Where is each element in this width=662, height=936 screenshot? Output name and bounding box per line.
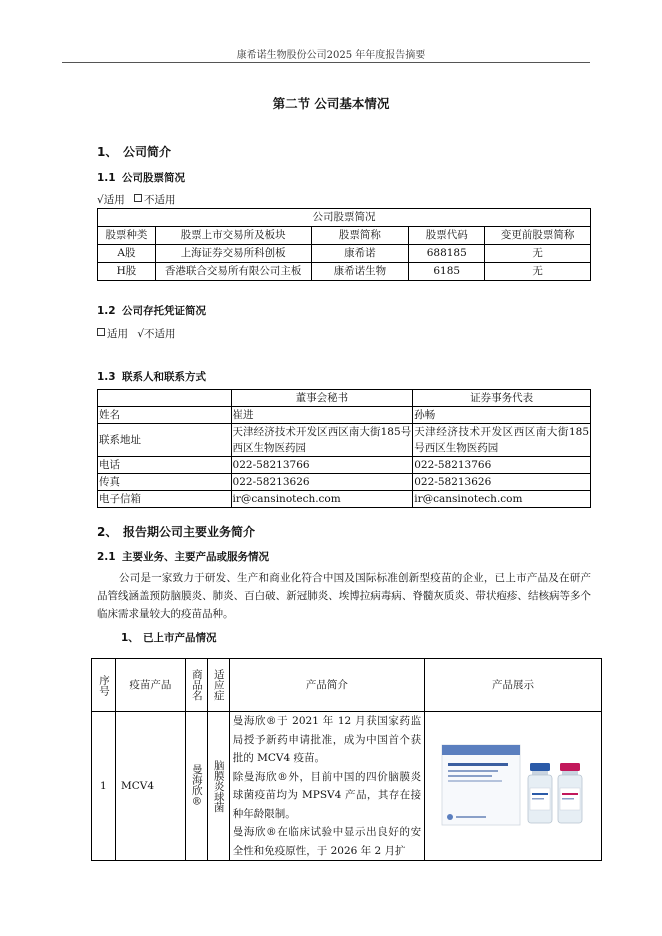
- vial-label-line: [532, 793, 548, 795]
- table-cell: 天津经济技术开发区西区南大街185号西区生物医药园: [413, 424, 591, 457]
- row-label: 电话: [98, 457, 232, 474]
- column-header: 董事会秘书: [231, 390, 413, 407]
- column-header-display: 产品展示: [425, 659, 602, 712]
- contacts-table: [97, 389, 591, 508]
- heading-marketed-products: [121, 630, 217, 645]
- column-header: 变更前股票简称: [485, 227, 591, 245]
- vial-label-line: [532, 798, 544, 800]
- heading-number: 2.1: [97, 551, 116, 563]
- box-label-line: [448, 780, 502, 782]
- applicable: 适用: [107, 328, 128, 340]
- vial-cap-magenta: [560, 763, 580, 771]
- vial-neck: [532, 771, 548, 775]
- table-cell: 天津经济技术开发区西区南大街185号西区生物医药园: [231, 424, 413, 457]
- vaccine-box: [442, 745, 520, 825]
- column-header-seq: 序号: [92, 659, 116, 712]
- table-row: [98, 474, 591, 491]
- heading-number: 1.2: [97, 305, 116, 317]
- table-cell: 1: [92, 712, 116, 861]
- column-header: 股票简称: [311, 227, 409, 245]
- heading-stock-overview: [97, 170, 185, 185]
- table-cell: [425, 712, 602, 861]
- heading-text: 公司简介: [123, 145, 172, 159]
- heading-main-business: [97, 549, 269, 564]
- applicable-checked: √适用: [97, 194, 125, 206]
- row-label: 联系地址: [98, 424, 232, 457]
- table-cell: 康希诺生物: [311, 263, 409, 281]
- box-label-line: [448, 775, 492, 777]
- header-divider: [62, 62, 590, 63]
- heading-text: 主要业务、主要产品或服务情况: [122, 551, 269, 563]
- heading-number: 1、: [97, 145, 118, 159]
- table-cell: 无: [485, 245, 591, 263]
- table-cell: A股: [98, 245, 156, 263]
- empty-header-cell: [98, 390, 232, 407]
- table-cell: ir@cansinotech.com: [413, 491, 591, 508]
- vial-label-line: [562, 798, 574, 800]
- stock-overview-table: [97, 208, 591, 281]
- column-header-vaccine: 疫苗产品: [115, 659, 185, 712]
- applicability-row: [97, 192, 176, 207]
- box-label-line: [448, 763, 508, 766]
- box-label-line: [456, 816, 486, 818]
- heading-text: 报告期公司主要业务简介: [123, 525, 256, 539]
- row-label: 姓名: [98, 407, 232, 424]
- table-row: [98, 424, 591, 457]
- heading-text: 公司存托凭证简况: [122, 305, 206, 317]
- table-cell: 688185: [409, 245, 485, 263]
- table-cell: MCV4: [115, 712, 185, 861]
- intro-line: 曼海欣®于 2021 年 12 月获国家药监局授予新药申请批准，成为中国首个获批的 MCV4 疫苗。: [232, 715, 422, 764]
- not-applicable-checked: √不适用: [137, 328, 176, 340]
- column-header: 股票上市交易所及板块: [155, 227, 311, 245]
- table-cell: 脑膜炎球菌: [207, 712, 229, 861]
- table-row: [98, 263, 591, 281]
- intro-line: 除曼海欣®外，目前中国的四价脑膜炎球菌疫苗均为 MPSV4 产品，其存在接种年龄限制。: [232, 770, 422, 820]
- table-cell: 孙畅: [413, 407, 591, 424]
- page-header: 康希诺生物股份公司2025 年年度报告摘要: [236, 50, 426, 61]
- table-cell: 无: [485, 263, 591, 281]
- table-row: [98, 457, 591, 474]
- table-cell: 022-58213766: [231, 457, 413, 474]
- checkbox-icon: [97, 328, 105, 336]
- column-header: 股票代码: [409, 227, 485, 245]
- checkbox-icon: [134, 194, 142, 202]
- vial-neck: [562, 771, 578, 775]
- row-label: 电子信箱: [98, 491, 232, 508]
- heading-number: 1.1: [97, 172, 116, 184]
- box-top-band: [442, 745, 520, 755]
- heading-text: 联系人和联系方式: [122, 371, 206, 383]
- table-cell: 6185: [409, 263, 485, 281]
- table-cell: 香港联合交易所有限公司主板: [155, 263, 311, 281]
- product-image: [438, 733, 588, 833]
- table-row: [98, 491, 591, 508]
- column-header-intro: 产品简介: [229, 659, 424, 712]
- table-cell: H股: [98, 263, 156, 281]
- table-row: [98, 407, 591, 424]
- table-cell: [229, 712, 424, 861]
- table-cell: 崔进: [231, 407, 413, 424]
- column-header-indication: 适应症: [207, 659, 229, 712]
- table-row: [92, 712, 602, 861]
- vial-cap-blue: [530, 763, 550, 771]
- box-label-line: [448, 770, 498, 772]
- box-logo: [447, 814, 453, 820]
- heading-company-profile: [97, 143, 171, 160]
- column-header: 股票种类: [98, 227, 156, 245]
- table-cell: 上海证券交易所科创板: [155, 245, 311, 263]
- heading-number: 1.3: [97, 371, 116, 383]
- table-cell: 康希诺: [311, 245, 409, 263]
- column-header: 证券事务代表: [413, 390, 591, 407]
- product-table: [91, 658, 602, 861]
- column-header-brand: 商品名: [185, 659, 207, 712]
- applicability-row: [97, 326, 176, 341]
- heading-number: 2、: [97, 525, 118, 539]
- row-label: 传真: [98, 474, 232, 491]
- heading-number: 1、: [121, 632, 139, 644]
- not-applicable: 不适用: [144, 194, 176, 206]
- business-paragraph: 公司是一家致力于研发、生产和商业化符合中国及国际标准创新型疫苗的企业，已上市产品及在研产品管线涵盖预防脑膜炎、肺炎、百白破、新冠肺炎、埃博拉病毒病、脊髓灰质炎、带状疱疹、结核病等多个临床需求量较大的疫苗品种。: [97, 572, 591, 620]
- table-cell: 曼海欣®: [185, 712, 207, 861]
- heading-text: 公司股票简况: [122, 172, 185, 184]
- heading-contacts: [97, 369, 206, 384]
- heading-text: 已上市产品情况: [143, 632, 217, 644]
- table-cell: ir@cansinotech.com: [231, 491, 413, 508]
- table-cell: 022-58213626: [231, 474, 413, 491]
- intro-line: 曼海欣®在临床试验中显示出良好的安全性和免疫原性，于 2026 年 2 月扩: [232, 826, 422, 857]
- table-row: [98, 245, 591, 263]
- heading-depositary: [97, 303, 206, 318]
- vial-label-line: [562, 793, 578, 795]
- table-cell: 022-58213626: [413, 474, 591, 491]
- table-cell: 022-58213766: [413, 457, 591, 474]
- section-title: 第二节 公司基本情况: [272, 96, 390, 111]
- heading-business-overview: [97, 523, 255, 540]
- table-caption: 公司股票简况: [98, 209, 591, 227]
